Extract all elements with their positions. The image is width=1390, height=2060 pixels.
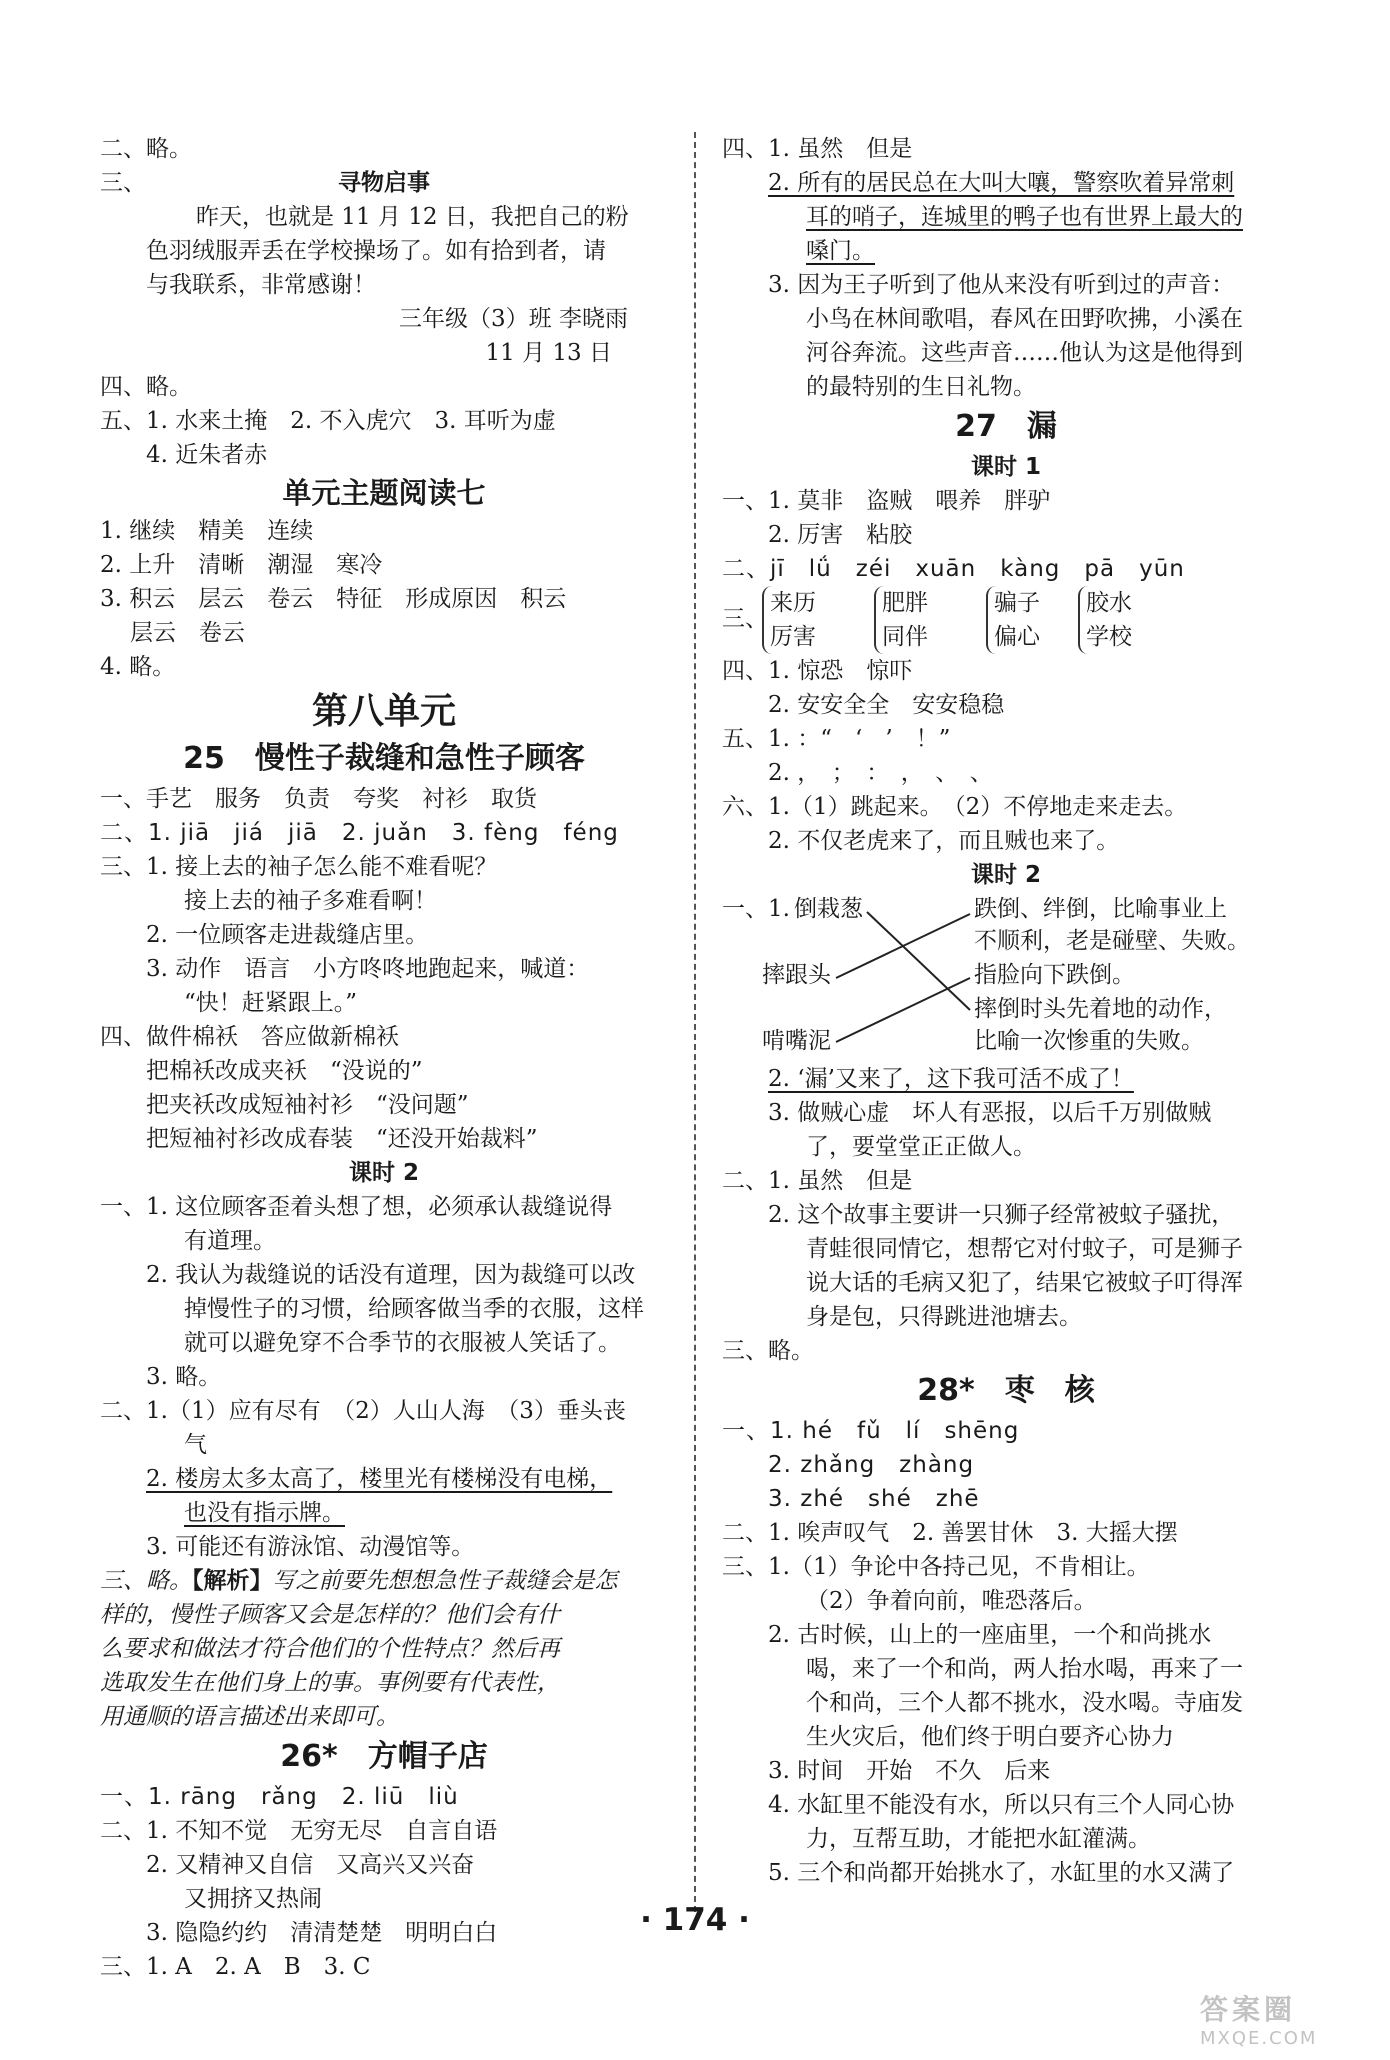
underlined-answer: 也没有指示牌。 [184, 1500, 345, 1526]
watermark-text: 答案圈 [1200, 1993, 1297, 2026]
answer-line: 把短袖衬衫改成春装 “还没开始裁料” [146, 1126, 538, 1152]
analysis-line: 样的，慢性子顾客又会是怎样的？他们会有什 [100, 1602, 560, 1628]
bracket-word-group [874, 586, 928, 654]
answer-line: 青蛙很同情它，想帮它对付蚊子，可是狮子 [806, 1236, 1243, 1262]
answer-line: 2. 又精神又自信 又高兴又兴奋 [146, 1852, 475, 1878]
answer-line: 一、1. rāng rǎng 2. liū liù [100, 1784, 459, 1810]
analysis-line: 选取发生在他们身上的事。事例要有代表性， [100, 1670, 560, 1696]
bracket-word: 肥胖 [882, 590, 928, 616]
bracket-word: 胶水 [1086, 590, 1132, 616]
answer-line: 1. 继续 精美 连续 [100, 518, 314, 544]
answer-line: 3. 积云 层云 卷云 特征 形成原因 积云 [100, 586, 567, 612]
answer-line: 3. zhé shé zhē [768, 1486, 980, 1512]
answer-prefix: 三、 [100, 170, 146, 196]
answer-line: 4. 水缸里不能没有水，所以只有三个人同心协 [768, 1792, 1235, 1818]
answer-line: 三、1.（1）争论中各持己见，不肯相让。 [722, 1554, 1150, 1580]
answer-line: 2. zhǎng zhàng [768, 1452, 975, 1478]
answer-line: 四、1. 惊恐 惊吓 [722, 658, 913, 684]
underlined-answer: 2. 所有的居民总在大叫大嚷，警察吹着异常刺 [768, 170, 1235, 196]
analysis-label: 【解析】 [192, 1567, 273, 1594]
answer-line: 小鸟在林间歌唱，春风在田野吹拂，小溪在 [806, 306, 1243, 332]
watermark-url: MXQE.COM [1200, 2028, 1318, 2049]
answer-line: 2. 这个故事主要讲一只狮子经常被蚊子骚扰， [768, 1202, 1235, 1228]
answer-line: 二、1. 唉声叹气 2. 善罢甘休 3. 大摇大摆 [722, 1520, 1178, 1546]
underlined-answer: 嗓门。 [806, 238, 875, 264]
bracket-word: 来历 [770, 590, 816, 616]
bracket-word: 同伴 [882, 624, 928, 650]
answer-line: 二、jī lǘ zéi xuān kàng pā yūn [722, 556, 1185, 582]
matching-term: 摔跟头 [762, 962, 831, 988]
answer-line: 一、1. 这位顾客歪着头想了想，必须承认裁缝说得 [100, 1194, 613, 1220]
answer-line: 3. 因为王子听到了他从来没有听到过的声音： [768, 272, 1235, 298]
matching-definition: 指脸向下跌倒。 [974, 962, 1135, 988]
analysis-line: 么要求和做法才符合他们的个性特点？然后再 [100, 1636, 560, 1662]
matching-definition: 比喻一次惨重的失败。 [974, 1028, 1204, 1054]
matching-exercise [722, 892, 1290, 1062]
answer-prefix: 三、 [722, 606, 768, 632]
underlined-answer: 耳的哨子，连城里的鸭子也有世界上最大的 [806, 204, 1243, 230]
notice-body: 昨天，也就是 11 月 12 日，我把自己的粉 [196, 204, 629, 230]
answer-line: 就可以避免穿不合季节的衣服被人笑话了。 [184, 1330, 621, 1356]
answer-line: 四、略。 [100, 374, 192, 400]
matching-prefix: 一、1. [722, 896, 790, 922]
answer-line: 生火灾后，他们终于明白要齐心协力 [806, 1724, 1174, 1750]
answer-line: 喝，来了一个和尚，两人抬水喝，再来了一 [806, 1656, 1243, 1682]
answer-line: 2. ， ； ： ， 、 、 [768, 760, 993, 786]
matching-definition: 摔倒时头先着地的动作， [974, 996, 1227, 1022]
bracket-word: 骗子 [994, 590, 1040, 616]
answer-line: 个和尚，三个人都不挑水，没水喝。寺庙发 [806, 1690, 1243, 1716]
unit7-reading-title: 单元主题阅读七 [282, 476, 486, 510]
bracket-word-group [1048, 586, 1132, 654]
answer-line: 六、1.（1）跳起来。 （2）不停地走来走去。 [722, 794, 1188, 820]
answer-line: 二、1. 不知不觉 无穷无尽 自言自语 [100, 1818, 498, 1844]
answer-line: 三、1. A 2. A B 3. C [100, 1954, 371, 1980]
analysis-line: 用通顺的语言描述出来即可。 [100, 1704, 399, 1730]
analysis-text: 写之前要先想想急性子裁缝会是怎 [272, 1568, 618, 1594]
bracket-word: 厉害 [770, 624, 816, 650]
underlined-answer: 2. ‘漏’又来了，这下我可活不成了！ [768, 1066, 1134, 1092]
answer-line: 二、1. jiā jiá jiā 2. juǎn 3. fèng féng [100, 820, 619, 846]
left-column [100, 132, 668, 1984]
notice-title: 寻物启事 [338, 170, 430, 196]
lesson-period-heading: 课时 2 [348, 1160, 419, 1186]
answer-line: 3. 隐隐约约 清清楚楚 明明白白 [146, 1920, 498, 1946]
column-divider [694, 132, 696, 1912]
answer-line: 五、1. 水来土掩 2. 不入虎穴 3. 耳听为虚 [100, 408, 556, 434]
answer-line: 5. 三个和尚都开始挑水了，水缸里的水又满了 [768, 1860, 1235, 1886]
lesson28-title: 28* 枣 核 [917, 1373, 1095, 1408]
answer-line: 力，互帮互助，才能把水缸灌满。 [806, 1826, 1151, 1852]
answer-line: 二、1. 虽然 但是 [722, 1168, 913, 1194]
answer-line: 的最特别的生日礼物。 [806, 374, 1036, 400]
lesson26-title: 26* 方帽子店 [280, 1739, 488, 1774]
answer-line: （2）争着向前，唯恐落后。 [806, 1588, 1097, 1614]
answer-line: 一、1. 莫非 盗贼 喂养 胖驴 [722, 488, 1051, 514]
answer-line: 3. 略。 [146, 1364, 222, 1390]
answer-line: 掉慢性子的习惯，给顾客做当季的衣服，这样 [184, 1296, 644, 1322]
answer-line: 河谷奔流。这些声音……他认为这是他得到 [806, 340, 1243, 366]
bracket-word-group [762, 586, 816, 654]
answer-line: 三、略。 [722, 1338, 814, 1364]
answer-line: 四、做件棉袄 答应做新棉袄 [100, 1024, 399, 1050]
matching-definition: 不顺利，老是碰壁、失败。 [974, 928, 1250, 954]
answer-line: 2. 不仅老虎来了，而且贼也来了。 [768, 828, 1120, 854]
notice-signature: 三年级（3）班 李晓雨 [399, 306, 628, 332]
answer-line: 二、1.（1）应有尽有 （2）人山人海 （3）垂头丧 [100, 1398, 626, 1424]
answer-line: 3. 时间 开始 不久 后来 [768, 1758, 1051, 1784]
matching-term: 啃嘴泥 [762, 1028, 831, 1054]
notice-title-row [100, 166, 668, 200]
answer-line: 五、1. ：“ ‘ ’ ！” [722, 726, 951, 752]
answer-line: 说大话的毛病又犯了，结果它被蚊子叮得浑 [806, 1270, 1243, 1296]
answer-line: 2. 上升 清晰 潮湿 寒冷 [100, 552, 383, 578]
answer-text: 三、略。 [100, 1568, 192, 1594]
answer-line: 身是包，只得跳进池塘去。 [806, 1304, 1082, 1330]
answer-line: 2. 一位顾客走进裁缝店里。 [146, 922, 429, 948]
answer-line: 2. 我认为裁缝说的话没有道理，因为裁缝可以改 [146, 1262, 636, 1288]
answer-line: 2. 厉害 粘胶 [768, 522, 913, 548]
bracket-word: 学校 [1086, 624, 1132, 650]
match-line [867, 912, 970, 1010]
answer-line: 3. 可能还有游泳馆、动漫馆等。 [146, 1534, 475, 1560]
matching-lines [722, 892, 1290, 1062]
answer-line: 二、略。 [100, 136, 192, 162]
answer-line: 有道理。 [184, 1228, 276, 1254]
answer-line: 4. 略。 [100, 654, 176, 680]
notice-body: 色羽绒服弄丢在学校操场了。如有拾到者，请 [146, 238, 606, 264]
answer-line: 四、1. 虽然 但是 [722, 136, 913, 162]
answer-line: 气 [184, 1432, 207, 1458]
answer-line: 一、1. hé fǔ lí shēng [722, 1418, 1020, 1444]
notice-body: 与我联系，非常感谢！ [146, 272, 376, 298]
unit8-title: 第八单元 [311, 691, 456, 732]
matching-term: 倒栽葱 [794, 896, 863, 922]
answer-line: 了，要堂堂正正做人。 [806, 1134, 1036, 1160]
bracket-word: 偏心 [994, 624, 1040, 650]
answer-line: 4. 近朱者赤 [146, 442, 268, 468]
answer-line: 3. 动作 语言 小方咚咚地跑起来，喊道： [146, 956, 590, 982]
answer-line: 2. 古时候，山上的一座庙里，一个和尚挑水 [768, 1622, 1212, 1648]
lesson25-title: 25 慢性子裁缝和急性子顾客 [183, 741, 585, 776]
lesson-period-heading: 课时 1 [970, 454, 1041, 480]
answer-line: 接上去的袖子多难看啊！ [184, 888, 437, 914]
lesson27-title: 27 漏 [955, 409, 1057, 444]
answer-line: “快！赶紧跟上。” [184, 990, 358, 1016]
match-line [836, 914, 970, 978]
answer-line: 三、1. 接上去的袖子怎么能不难看呢？ [100, 854, 498, 880]
lesson-period-heading: 课时 2 [970, 862, 1041, 888]
right-column [722, 132, 1290, 1890]
watermark-logo [1200, 1988, 1368, 2049]
answer-line: 层云 卷云 [130, 620, 245, 646]
match-line [836, 978, 970, 1042]
answer-line: 把棉袄改成夹袄 “没说的” [146, 1058, 423, 1084]
analysis-line [100, 1564, 668, 1598]
answer-line: 又拥挤又热闹 [184, 1886, 322, 1912]
answer-line: 一、手艺 服务 负责 夸奖 衬衫 取货 [100, 786, 537, 812]
answer-line: 3. 做贼心虚 坏人有恶报，以后千万别做贼 [768, 1100, 1212, 1126]
bracket-word-group [986, 586, 1040, 654]
notice-date: 11 月 13 日 [485, 340, 612, 366]
answer-line: 2. 安安全全 安安稳稳 [768, 692, 1005, 718]
answer-line: 把夹袄改成短袖衬衫 “没问题” [146, 1092, 469, 1118]
underlined-answer: 2. 楼房太多太高了，楼里光有楼梯没有电梯， [146, 1466, 613, 1492]
bracket-group-row [722, 586, 1290, 654]
matching-definition: 跌倒、绊倒，比喻事业上 [974, 896, 1227, 922]
page-number: · 174 · [640, 1902, 750, 1938]
